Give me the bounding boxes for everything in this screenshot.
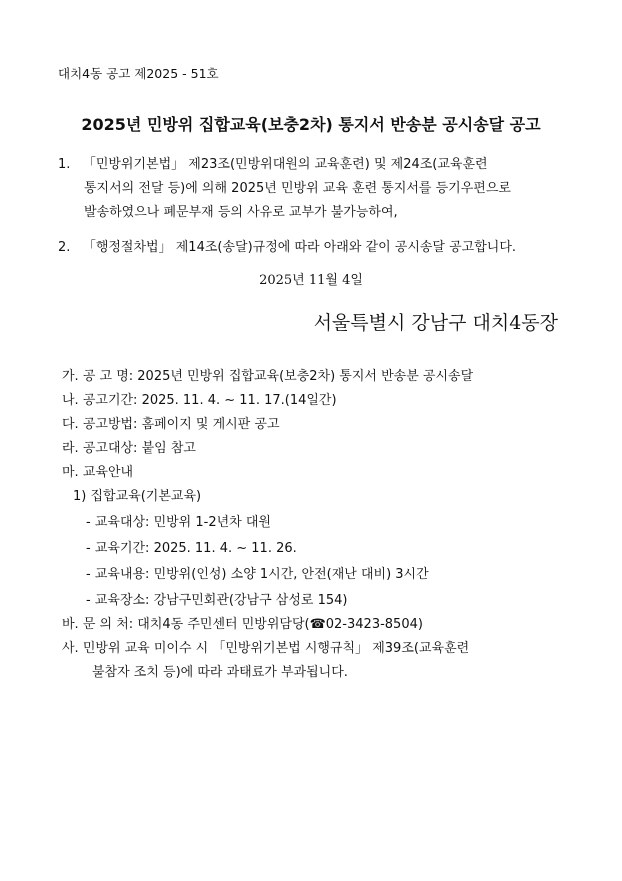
item-sa-line-2: 불참자 조치 등)에 따라 과태료가 부과됩니다. xyxy=(92,665,348,680)
item-ma-content: - 교육내용: 민방위(인성) 소양 1시간, 안전(재난 대비) 3시간 xyxy=(86,567,429,582)
paragraph-1-number: 1. xyxy=(58,157,71,172)
item-ma-period: - 교육기간: 2025. 11. 4. ~ 11. 26. xyxy=(86,541,297,556)
paragraph-1-line-2: 통지서의 전달 등)에 의해 2025년 민방위 교육 훈련 통지서를 등기우편으로 xyxy=(84,181,511,196)
document-title: 2025년 민방위 집합교육(보충2차) 통지서 반송분 공시송달 공고 xyxy=(81,115,541,134)
paragraph-2 xyxy=(58,239,516,257)
paragraph-2-text: 「행정절차법」 제14조(송달)규정에 따라 아래와 같이 공시송달 공고합니다. xyxy=(82,240,517,255)
notice-date: 2025년 11월 4일 xyxy=(259,273,363,288)
document-number: 대치4동 공고 제2025 - 51호 xyxy=(58,66,219,81)
item-da: 다. 공고방법: 홈페이지 및 게시판 공고 xyxy=(62,417,280,432)
item-sa-line-1: 사. 민방위 교육 미이수 시 「민방위기본법 시행규칙」 제39조(교육훈련 xyxy=(62,641,470,656)
item-ba: 바. 문 의 처: 대치4동 주민센터 민방위담당(☎02-3423-8504) xyxy=(62,617,423,632)
item-ga: 가. 공 고 명: 2025년 민방위 집합교육(보충2차) 통지서 반송분 공시송달 xyxy=(62,369,474,384)
issuer-signature: 서울특별시 강남구 대치4동장 xyxy=(313,312,558,334)
paragraph-2-number: 2. xyxy=(58,240,71,255)
item-ma-target: - 교육대상: 민방위 1-2년차 대원 xyxy=(86,515,271,530)
item-ma-sub: 1) 집합교육(기본교육) xyxy=(73,489,202,504)
paragraph-1-line-1 xyxy=(58,156,488,174)
item-ma: 마. 교육안내 xyxy=(62,465,134,480)
item-ma-place: - 교육장소: 강남구민회관(강남구 삼성로 154) xyxy=(86,593,348,608)
item-na: 나. 공고기간: 2025. 11. 4. ~ 11. 17.(14일간) xyxy=(62,393,337,408)
paragraph-1-line-3: 발송하였으나 폐문부재 등의 사유로 교부가 불가능하여, xyxy=(84,205,398,220)
item-ra: 라. 공고대상: 붙임 참고 xyxy=(62,441,196,456)
paragraph-1-text: 「민방위기본법」 제23조(민방위대원의 교육훈련) 및 제24조(교육훈련 xyxy=(82,157,488,172)
